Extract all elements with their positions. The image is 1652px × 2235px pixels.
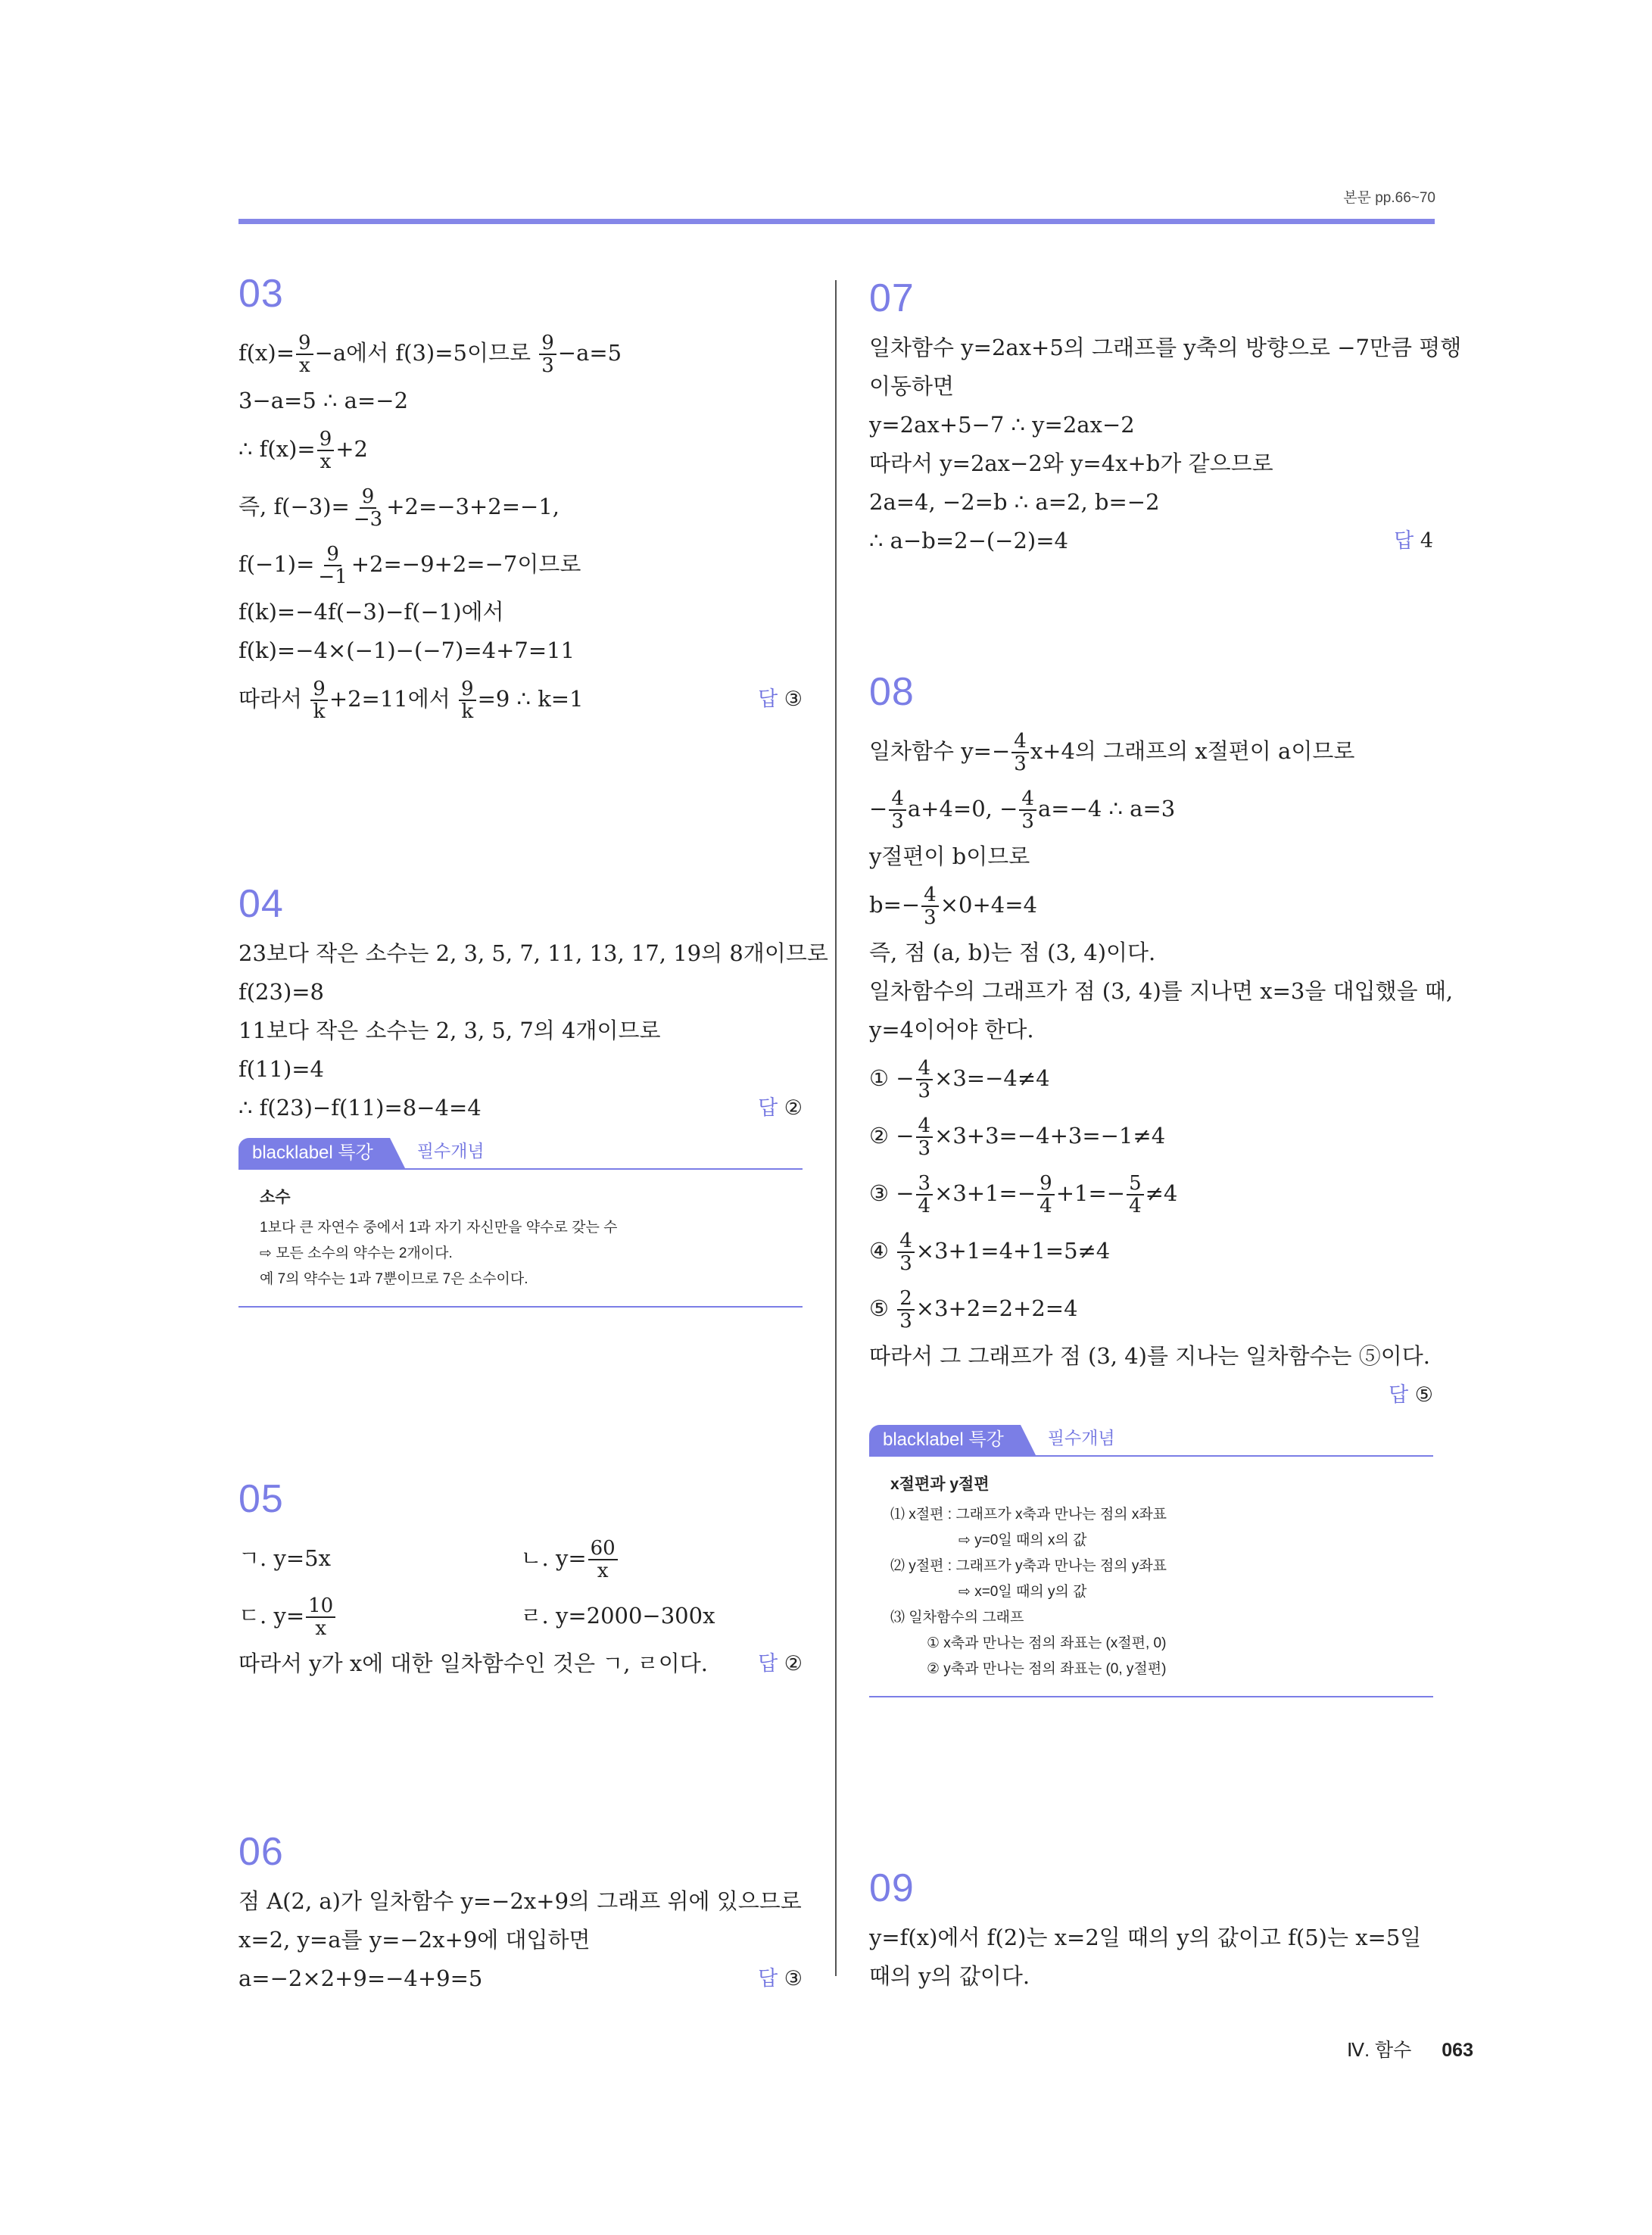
q07-line: 2a=4, −2=b ∴ a=2, b=−2	[869, 489, 1160, 515]
header-bar	[238, 219, 1435, 224]
fraction: $\frac{10}{x}$	[306, 1595, 335, 1639]
answer: 답 ②	[758, 1096, 803, 1120]
column-divider	[835, 280, 837, 1976]
answer: 답 4	[1394, 529, 1433, 553]
q08-option: ④ $\frac{4}{3}$ ×3+1=4+1=5≠4	[869, 1230, 1111, 1275]
concept-subtitle: 필수개념	[416, 1141, 485, 1161]
q07-section	[869, 276, 1462, 560]
q06-line: x=2, y=a를 y=−2x+9에 대입하면	[238, 1927, 591, 1953]
fraction: $\frac{5}{4}$	[1127, 1173, 1144, 1217]
q05-section	[238, 1479, 803, 1683]
concept-line: ② y축과 만나는 점의 좌표는 (0, y절편)	[927, 1661, 1167, 1677]
q07-number: 07	[869, 276, 915, 320]
q04-line: 23보다 작은 소수는 2, 3, 5, 7, 11, 13, 17, 19의 8개이므로	[238, 940, 828, 966]
fraction: $\frac{4}{3}$	[916, 1058, 934, 1102]
fraction: $\frac{9}{k}$	[459, 678, 476, 722]
q03-line: f(k)=−4×(−1)−(−7)=4+7=11	[238, 637, 575, 663]
answer: 답 ③	[758, 1967, 803, 1990]
q09-line: y=f(x)에서 f(2)는 x=2일 때의 y의 값이고 f(5)는 x=5일	[869, 1925, 1422, 1950]
q08-line: 즉, 점 (a, b)는 점 (3, 4)이다.	[869, 940, 1156, 965]
concept-tag: blacklabel 특강	[869, 1425, 1021, 1455]
q04-line: f(23)=8	[238, 979, 325, 1005]
q03-line: f(−1)= $\frac{9}{-1}$ +2=−9+2=−7이므로	[238, 543, 581, 588]
concept-line: 예 7의 약수는 1과 7뿐이므로 7은 소수이다.	[260, 1271, 528, 1287]
q09-number: 09	[869, 1866, 915, 1910]
concept-title: 소수	[260, 1189, 291, 1206]
fraction: $\frac{9}{-1}$	[318, 543, 348, 588]
concept-line: ① x축과 만나는 점의 좌표는 (x절편, 0)	[927, 1635, 1167, 1651]
q06-line: 점 A(2, a)가 일차함수 y=−2x+9의 그래프 위에 있으므로	[238, 1888, 802, 1914]
fraction: $\frac{9}{k}$	[310, 678, 328, 722]
q08-line: y절편이 b이므로	[869, 843, 1030, 869]
fraction: $\frac{4}{3}$	[921, 884, 939, 928]
fraction: $\frac{9}{-3}$	[353, 485, 383, 531]
q07-line: 이동하면	[869, 373, 955, 399]
q08-option: ⑤ $\frac{2}{3}$ ×3+2=2+2=4	[869, 1287, 1078, 1333]
fraction: $\frac{2}{3}$	[897, 1288, 915, 1332]
fraction: $\frac{9}{x}$	[296, 332, 313, 376]
q03-line: 3−a=5 ∴ a=−2	[238, 388, 409, 413]
answer: 답 ③	[758, 687, 803, 711]
q03-line: ∴ f(x)= $\frac{9}{x}$ +2	[238, 428, 368, 473]
q06-number: 06	[238, 1830, 284, 1874]
q08-number: 08	[869, 670, 915, 714]
concept-tag: blacklabel 특강	[238, 1138, 390, 1168]
q05-choice: ㄱ. y=5x	[238, 1545, 331, 1571]
q05-line: 따라서 y가 x에 대한 일차함수인 것은 ㄱ, ㄹ이다. 답 ②	[238, 1644, 803, 1683]
q07-line: ∴ a−b=2−(−2)=4 답 4	[869, 522, 1433, 560]
concept-line: ⇨ x=0일 때의 y의 값	[958, 1584, 1087, 1600]
q08-line: 따라서 그 그래프가 점 (3, 4)를 지나는 일차함수는 ⑤이다.	[869, 1343, 1430, 1369]
concept-line: ⑴ x절편 : 그래프가 x축과 만나는 점의 x좌표	[890, 1507, 1167, 1523]
fraction: $\frac{9}{3}$	[539, 332, 556, 376]
q07-line: 일차함수 y=2ax+5의 그래프를 y축의 방향으로 −7만큼 평행	[869, 335, 1462, 360]
q04-line: 11보다 작은 소수는 2, 3, 5, 7의 4개이므로	[238, 1018, 661, 1043]
page-reference: 본문 pp.66~70	[1343, 190, 1435, 206]
q04-section	[238, 882, 828, 1308]
q07-line: 따라서 y=2ax−2와 y=4x+b가 같으므로	[869, 450, 1273, 476]
q08-line: b=− $\frac{4}{3}$ ×0+4=4	[869, 884, 1037, 929]
fraction: $\frac{3}{4}$	[916, 1173, 934, 1217]
q08-option: ① − $\frac{4}{3}$ ×3=−4≠4	[869, 1057, 1050, 1102]
q07-line: y=2ax+5−7 ∴ y=2ax−2	[869, 412, 1135, 438]
concept-line: ⇨ y=0일 때의 x의 값	[958, 1532, 1087, 1548]
fraction: $\frac{4}{3}$	[897, 1230, 915, 1274]
concept-subtitle: 필수개념	[1047, 1428, 1115, 1448]
q05-number: 05	[238, 1477, 284, 1521]
concept-line: ⑶ 일차함수의 그래프	[890, 1610, 1024, 1626]
q04-line: f(11)=4	[238, 1056, 325, 1082]
q04-line: ∴ f(23)−f(11)=8−4=4 답 ②	[238, 1089, 803, 1127]
fraction: $\frac{9}{4}$	[1037, 1173, 1055, 1217]
fraction: $\frac{4}{3}$	[889, 788, 906, 832]
q08-line: y=4이어야 한다.	[869, 1017, 1034, 1043]
answer: 답 ②	[758, 1652, 803, 1675]
q08-line: − $\frac{4}{3}$ a+4=0, − $\frac{4}{3}$ a=−4 ∴ a=3	[869, 787, 1176, 833]
q08-line: 일차함수의 그래프가 점 (3, 4)를 지나면 x=3을 대입했을 때,	[869, 978, 1454, 1004]
concept-line: ⑵ y절편 : 그래프가 y축과 만나는 점의 y좌표	[890, 1558, 1167, 1574]
page-footer	[1347, 2035, 1473, 2062]
concept-line: ⇨ 모든 소수의 약수는 2개이다.	[260, 1245, 453, 1261]
q06-section	[238, 1832, 803, 1998]
fraction: $\frac{60}{x}$	[588, 1538, 618, 1582]
q08-line: 일차함수 y=− $\frac{4}{3}$ x+4의 그래프의 x절편이 a이므로	[869, 730, 1355, 775]
q08-option: ② − $\frac{4}{3}$ ×3+3=−4+3=−1≠4	[869, 1114, 1166, 1160]
fraction: $\frac{9}{x}$	[317, 429, 335, 472]
page-number: 063	[1442, 2040, 1473, 2061]
q03-line: 즉, f(−3)= $\frac{9}{-3}$ +2=−3+2=−1,	[238, 485, 560, 531]
concept-box	[238, 1138, 803, 1308]
answer: 답 ⑤	[1389, 1383, 1433, 1407]
q08-option: ③ − $\frac{3}{4}$ ×3+1=− $\frac{9}{4}$ +1=− $\frac{5}{4}$ ≠4	[869, 1172, 1178, 1217]
concept-line: 1보다 큰 자연수 중에서 1과 자기 자신만을 약수로 갖는 수	[260, 1220, 618, 1236]
q06-line: a=−2×2+9=−4+9=5 답 ③	[238, 1959, 803, 1998]
q05-choice: ㄷ. y= $\frac{10}{x}$	[238, 1587, 521, 1644]
q09-section	[869, 1866, 1433, 1996]
q04-number: 04	[238, 882, 284, 926]
q03-number: 03	[238, 272, 284, 316]
fraction: $\frac{4}{3}$	[1019, 788, 1036, 832]
q03-section	[238, 274, 803, 728]
q03-line: 따라서 $\frac{9}{k}$ +2=11에서 $\frac{9}{k}$ =9 ∴ k=1 답 ③	[238, 670, 803, 728]
q05-choice: ㄴ. y= $\frac{60}{x}$	[521, 1529, 803, 1587]
concept-box	[869, 1425, 1433, 1697]
q08-section	[869, 670, 1454, 1697]
chapter-label: Ⅳ. 함수	[1347, 2040, 1412, 2061]
fraction: $\frac{4}{3}$	[1011, 731, 1029, 775]
q03-line: f(k)=−4f(−3)−f(−1)에서	[238, 599, 504, 625]
concept-title: x절편과 y절편	[890, 1476, 990, 1493]
q09-line: 때의 y의 값이다.	[869, 1963, 1030, 1989]
q03-line: f(x)= $\frac{9}{x}$ −a에서 f(3)=5이므로 $\frac{9}{3}$ −a=5	[238, 332, 622, 377]
fraction: $\frac{4}{3}$	[916, 1115, 934, 1159]
q05-choice: ㄹ. y=2000−300x	[520, 1603, 715, 1629]
